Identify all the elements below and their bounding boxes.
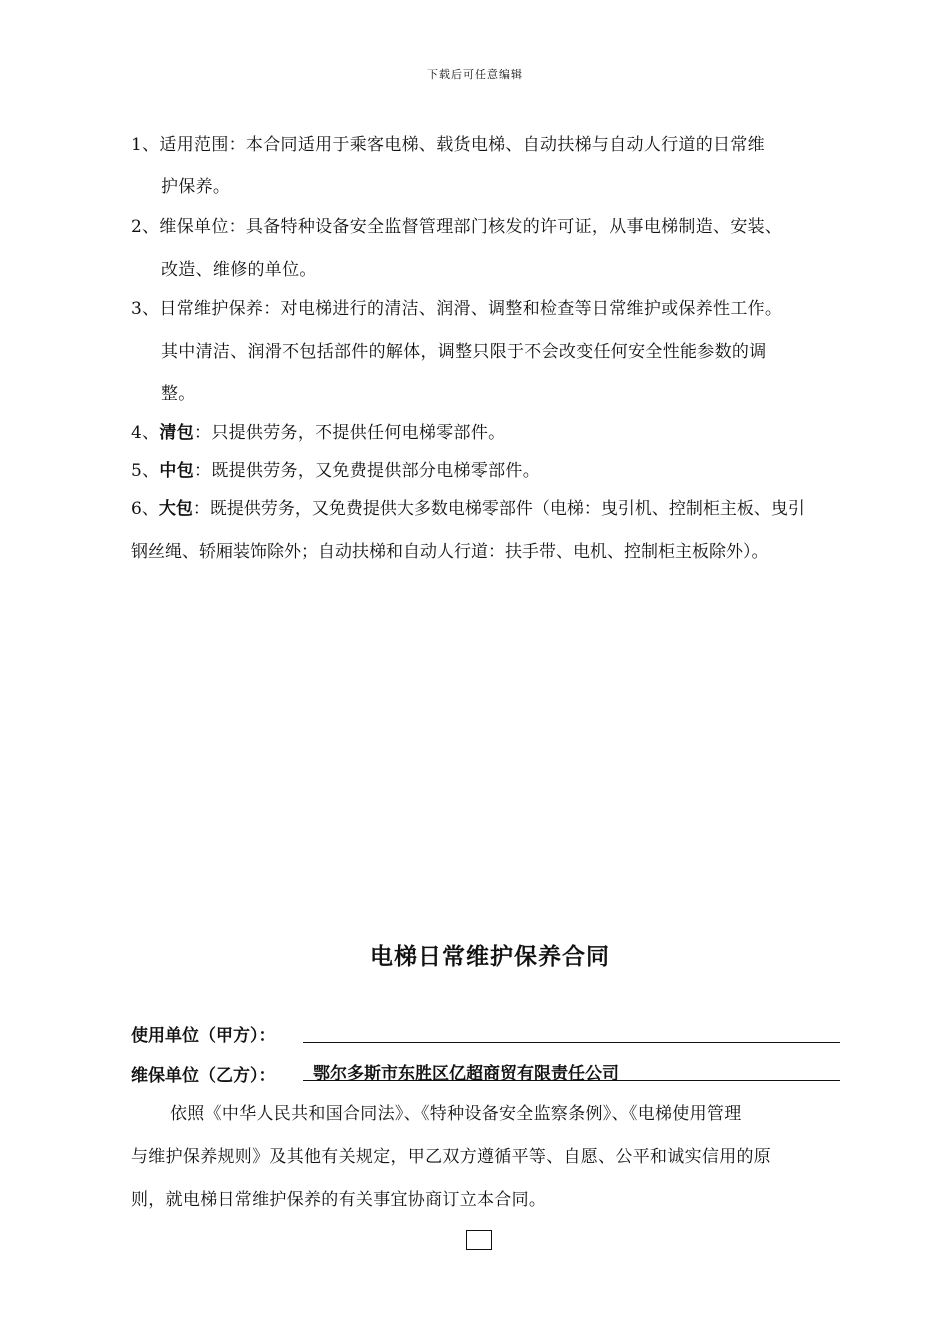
definition-5 xyxy=(131,456,540,481)
definition-3-continuation: 其中清洁、润滑不包括部件的解体，调整只限于不会改变任何安全性能参数的调 xyxy=(161,342,767,362)
definition-text: ：既提供劳务，又免费提供大多数电梯零部件（电梯：曳引机、控制柜主板、曳引 xyxy=(192,499,805,519)
definition-number: 1、 xyxy=(131,135,160,155)
definition-1-continuation: 护保养。 xyxy=(161,177,231,197)
definition-6 xyxy=(131,494,805,519)
definition-1 xyxy=(131,130,765,155)
definition-6-continuation: 钢丝绳、轿厢装饰除外；自动扶梯和自动人行道：扶手带、电机、控制柜主板除外）。 xyxy=(131,542,769,562)
intro-line-3: 则，就电梯日常维护保养的有关事宜协商订立本合同。 xyxy=(131,1190,547,1210)
definition-2-continuation: 改造、维修的单位。 xyxy=(161,260,317,280)
definition-text: ：既提供劳务，又免费提供部分电梯零部件。 xyxy=(194,461,541,481)
definition-term: 中包 xyxy=(159,461,195,481)
definition-text: ：对电梯进行的清洁、润滑、调整和检查等日常维护或保养性工作。 xyxy=(263,299,783,319)
definition-text: ：本合同适用于乘客电梯、载货电梯、自动扶梯与自动人行道的日常维 xyxy=(228,135,765,155)
definition-text: ：只提供劳务，不提供任何电梯零部件。 xyxy=(194,423,506,443)
party-b-field[interactable] xyxy=(303,1058,840,1084)
definition-text: ：具备特种设备安全监督管理部门核发的许可证，从事电梯制造、安装、 xyxy=(228,217,783,237)
definition-number: 5、 xyxy=(131,461,160,481)
definition-term: 维保单位 xyxy=(159,217,229,237)
page-header: 下载后可任意编辑 xyxy=(427,68,523,81)
definition-3 xyxy=(131,294,782,319)
definition-term: 日常维护保养 xyxy=(159,299,264,319)
party-a-label: 使用单位（甲方）： xyxy=(131,1026,276,1046)
definition-term: 大包 xyxy=(158,499,193,519)
definition-term: 适用范围 xyxy=(159,135,229,155)
definition-4 xyxy=(131,418,505,443)
definition-number: 4、 xyxy=(131,423,160,443)
party-b-value: 鄂尔多斯市东胜区亿超商贸有限责任公司 xyxy=(313,1064,619,1084)
party-b-label: 维保单位（乙方）： xyxy=(131,1066,276,1086)
definition-term: 清包 xyxy=(159,423,195,443)
definition-number: 3、 xyxy=(131,299,160,319)
definition-3-continuation: 整。 xyxy=(161,384,196,404)
page-number-box xyxy=(466,1230,492,1250)
definition-number: 6、 xyxy=(131,499,159,519)
intro-line-1: 依照《中华人民共和国合同法》、《特种设备安全监察条例》、《电梯使用管理 xyxy=(170,1104,742,1124)
definition-number: 2、 xyxy=(131,217,160,237)
contract-title: 电梯日常维护保养合同 xyxy=(370,944,610,970)
intro-line-2: 与维护保养规则》及其他有关规定，甲乙双方遵循平等、自愿、公平和诚实信用的原 xyxy=(131,1147,772,1167)
definition-2 xyxy=(131,212,782,237)
party-a-field[interactable] xyxy=(303,1020,840,1043)
